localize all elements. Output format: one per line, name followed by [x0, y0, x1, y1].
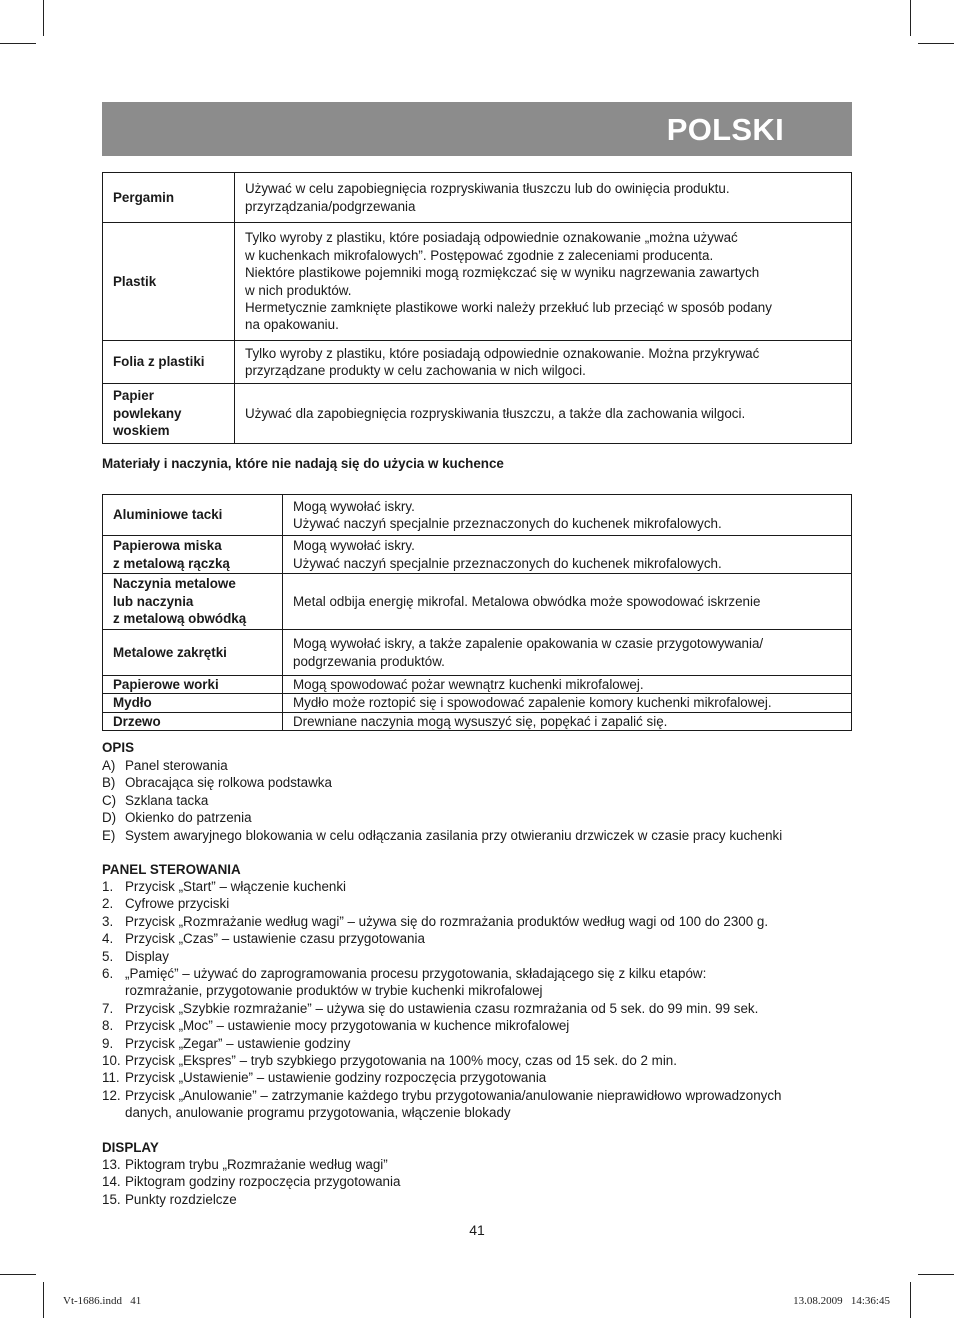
list-marker: E)	[102, 827, 116, 843]
crop-mark	[910, 0, 911, 36]
list-marker: 8.	[102, 1018, 114, 1034]
list-item	[102, 895, 862, 912]
table-row	[103, 574, 852, 630]
list-text: Przycisk „Ekspres” – tryb szybkiego przygotowania na 100% mocy, czas od 15 sek. do 2 min.	[125, 1053, 677, 1069]
file-info: Vt-1686.indd 41	[63, 1295, 142, 1307]
list-text: Przycisk „Moc” – ustawienie mocy przygotowania w kuchence mikrofalowej	[125, 1018, 570, 1034]
list-item	[102, 1000, 862, 1017]
list-marker: 6.	[102, 966, 114, 982]
list-marker: C)	[102, 792, 117, 808]
list-item	[102, 913, 862, 930]
list-item	[102, 930, 862, 947]
material-name: Folia z plastiki	[103, 341, 235, 384]
material-desc: Tylko wyroby z plastiku, które posiadają odpowiednie oznakowanie. Można przykrywać przyrządzane produkty w celu zachowania w nich wilgoci.	[235, 341, 852, 384]
list-marker: 14.	[102, 1174, 121, 1190]
list-marker: 2.	[102, 896, 114, 912]
list-item	[102, 1087, 862, 1122]
material-name: Naczynia metalowe lub naczynia z metalową obwódką	[103, 574, 283, 630]
list-marker: D)	[102, 810, 117, 826]
list-item	[102, 1156, 862, 1173]
list-text: Piktogram trybu „Rozmrażanie według wagi”	[125, 1157, 388, 1172]
list-marker: 1.	[102, 879, 114, 894]
list-marker: 12.	[102, 1087, 121, 1103]
table-row	[103, 630, 852, 676]
material-desc: Używać w celu zapobiegnięcia rozpryskiwania tłuszczu lub do owinięcia produktu. przyrządzania/podgrzewania	[235, 173, 852, 223]
material-desc: Tylko wyroby z plastiku, które posiadają odpowiednie oznakowanie „można używać w kuchenkach mikrofalowych”. Postępować zgodnie z zaleceniami producenta. Niektóre plastikowe pojemniki mogą rozmiękczać się w wyniku nagrzewania zawartych w nich produktów. Hermetycznie zamknięte plastikowe worki należy przekłuć lub przeciąć w sposób podany na opakowaniu.	[235, 223, 852, 341]
language-header-band	[102, 102, 852, 156]
list-marker: 9.	[102, 1035, 114, 1051]
unsuitable-materials-table	[102, 494, 852, 731]
crop-mark	[43, 1282, 44, 1318]
list-item	[102, 965, 862, 1000]
crop-mark	[918, 1274, 954, 1275]
list-text: Punkty rozdzielcze	[125, 1191, 237, 1207]
list-text: Okienko do patrzenia	[125, 810, 252, 826]
crop-mark	[0, 43, 36, 44]
display-list	[102, 1156, 862, 1208]
list-item	[102, 774, 862, 791]
list-item	[102, 1017, 862, 1034]
list-text: Przycisk „Start” – włączenie kuchenki	[125, 879, 347, 894]
material-desc: Mogą spowodować pożar wewnątrz kuchenki mikrofalowej.	[283, 676, 852, 694]
list-item	[102, 792, 862, 809]
list-text: Cyfrowe przyciski	[125, 896, 230, 912]
list-marker: 4.	[102, 931, 114, 947]
list-text: Piktogram godziny rozpoczęcia przygotowania	[125, 1174, 401, 1190]
list-text: Przycisk „Szybkie rozmrażanie” – używa się do ustawienia czasu rozmrażania od 5 sek. do 99 min. 99 sek.	[125, 1000, 759, 1016]
table-row	[103, 495, 852, 536]
material-name: Papier powlekany woskiem	[103, 384, 235, 444]
unsuitable-heading: Materiały i naczynia, które nie nadają się do użycia w kuchence	[102, 456, 504, 471]
material-name: Papierowa miska z metalową rączką	[103, 536, 283, 574]
list-marker: 7.	[102, 1000, 114, 1016]
display-heading: DISPLAY	[102, 1140, 159, 1155]
material-name: Aluminiowe tacki	[103, 495, 283, 536]
panel-heading: PANEL STEROWANIA	[102, 862, 241, 877]
list-text: Przycisk „Zegar” – ustawienie godziny	[125, 1035, 351, 1051]
list-text: System awaryjnego blokowania w celu odłączania zasilania przy otwieraniu drzwiczek w czasie pracy kuchenki	[125, 827, 783, 843]
table-row	[103, 384, 852, 444]
date-info: 13.08.2009 14:36:45	[793, 1295, 890, 1307]
suitable-materials-table	[102, 172, 852, 444]
crop-mark	[918, 43, 954, 44]
table-row	[103, 694, 852, 712]
list-marker: A)	[102, 758, 116, 773]
list-text: „Pamięć” – używać do zaprogramowania procesu przygotowania, składającego się z kilku etapów: rozmrażanie, przygotowanie produktów w trybie kuchenki mikrofalowej	[125, 966, 707, 999]
list-text: Panel sterowania	[125, 758, 228, 773]
list-marker: 3.	[102, 913, 114, 929]
list-marker: 15.	[102, 1191, 121, 1207]
list-text: Obracająca się rolkowa podstawka	[125, 775, 332, 791]
material-desc: Mydło może roztopić się i spowodować zapalenie komory kuchenki mikrofalowej.	[283, 694, 852, 712]
list-marker: B)	[102, 775, 116, 791]
list-marker: 10.	[102, 1053, 121, 1069]
material-desc: Mogą wywołać iskry. Używać naczyń specjalnie przeznaczonych do kuchenek mikrofalowych.	[283, 495, 852, 536]
table-row	[103, 712, 852, 730]
material-desc: Używać dla zapobiegnięcia rozpryskiwania tłuszczu, a także dla zachowania wilgoci.	[235, 384, 852, 444]
opis-list	[102, 757, 862, 844]
list-item	[102, 809, 862, 826]
list-marker: 13.	[102, 1157, 121, 1172]
list-item	[102, 1069, 862, 1086]
list-item	[102, 1035, 862, 1052]
table-row	[103, 173, 852, 223]
table-row	[103, 341, 852, 384]
material-name: Papierowe worki	[103, 676, 283, 694]
list-marker: 11.	[102, 1070, 120, 1086]
list-text: Szklana tacka	[125, 792, 209, 808]
list-text: Przycisk „Rozmrażanie według wagi” – używa się do rozmrażania produktów według wagi od 100 do 2300 g.	[125, 913, 769, 929]
material-name: Pergamin	[103, 173, 235, 223]
material-name: Mydło	[103, 694, 283, 712]
list-text: Przycisk „Czas” – ustawienie czasu przygotowania	[125, 931, 425, 947]
list-text: Przycisk „Ustawienie” – ustawienie godziny rozpoczęcia przygotowania	[125, 1070, 547, 1086]
table-row	[103, 676, 852, 694]
crop-mark	[910, 1282, 911, 1318]
list-item	[102, 1191, 862, 1208]
list-item	[102, 1052, 862, 1069]
page-number: 41	[469, 1222, 485, 1238]
page-title: POLSKI	[666, 112, 784, 147]
list-text: Display	[125, 948, 169, 964]
crop-mark	[43, 0, 44, 36]
material-name: Metalowe zakrętki	[103, 630, 283, 676]
list-item	[102, 1173, 862, 1190]
crop-mark	[0, 1274, 36, 1275]
material-desc: Mogą wywołać iskry, a także zapalenie opakowania w czasie przygotowywania/ podgrzewania produktów.	[283, 630, 852, 676]
material-desc: Metal odbija energię mikrofal. Metalowa obwódka może spowodować iskrzenie	[283, 574, 852, 630]
list-text: Przycisk „Anulowanie” – zatrzymanie każdego trybu przygotowania/anulowanie nieprawidłowo wprowadzonych danych, anulowanie programu przygotowania, włączenie blokady	[125, 1087, 782, 1121]
opis-heading: OPIS	[102, 740, 134, 755]
table-row	[103, 536, 852, 574]
material-desc: Mogą wywołać iskry. Używać naczyń specjalnie przeznaczonych do kuchenek mikrofalowych.	[283, 536, 852, 574]
material-desc: Drewniane naczynia mogą wysuszyć się, popękać i zapalić się.	[283, 712, 852, 730]
list-item	[102, 827, 862, 844]
list-item	[102, 757, 862, 774]
panel-list	[102, 878, 862, 1122]
material-name: Drzewo	[103, 712, 283, 730]
list-item	[102, 878, 862, 895]
list-marker: 5.	[102, 948, 114, 964]
table-row	[103, 223, 852, 341]
list-item	[102, 948, 862, 965]
material-name: Plastik	[103, 223, 235, 341]
